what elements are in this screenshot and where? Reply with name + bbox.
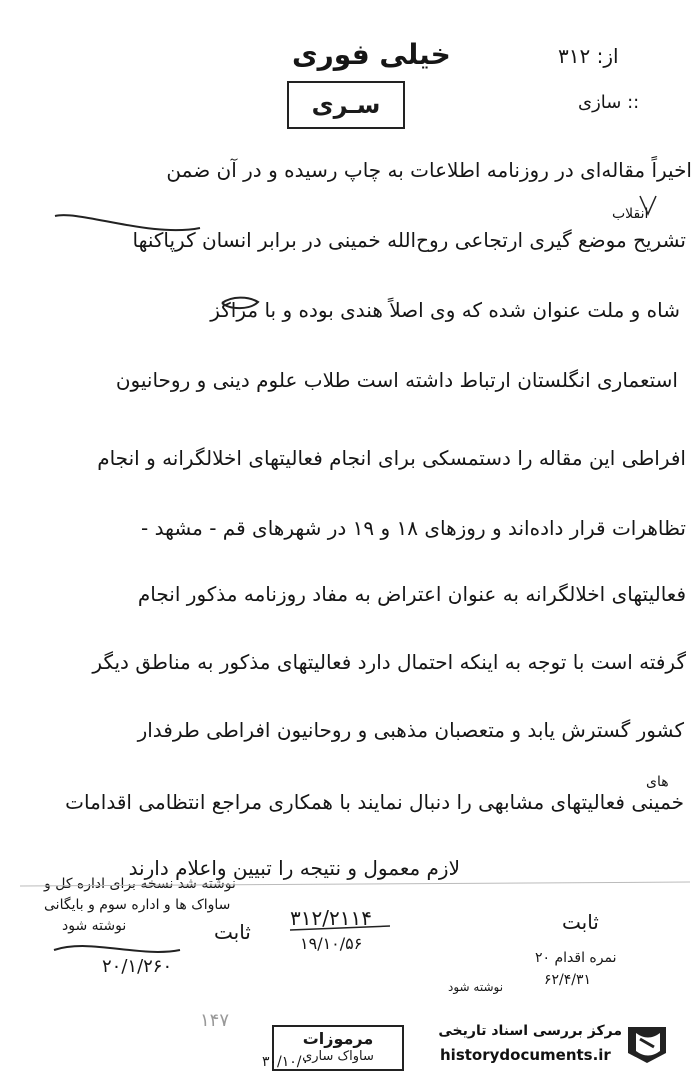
center-date: ۱۹/۱۰/۵۶ <box>300 934 363 953</box>
left-number: ۲۰/۱/۲۶۰ <box>102 956 173 977</box>
body-line-4: استعماری انگلستان ارتباط داشته است طلاب علوم دینی و روحانیون <box>115 368 678 392</box>
body-line-9: کشور گسترش یابد و متعصبان مذهبی و روحانیون افراطی طرفدار <box>137 718 684 742</box>
urgency-label: خیلی فوری <box>292 38 451 71</box>
classification-label: سـری <box>311 91 381 119</box>
body-line-10: خمینی فعالیتهای مشابهی را دنبال نمایند با همکاری مراجع انتظامی اقدامات <box>65 790 684 814</box>
body-line-3: شاه و ملت عنوان شده که وی اصلاً هندی بوده و با مراکز <box>210 298 680 322</box>
body-line-8: گرفته است با توجه به اینکه احتمال دارد فعالیتهای مذکور به مناطق دیگر <box>92 650 686 674</box>
body-line-11: لازم معمول و نتیجه را تبیین واعلام دارند <box>128 856 460 880</box>
signature-swoosh <box>54 946 180 952</box>
right-note-1: نمره اقدام ۲۰ <box>535 950 617 966</box>
body-line-5: افراطی این مقاله را دستمسکی برای انجام فعالیتهای اخلالگرانه و انجام <box>97 446 686 470</box>
body-line-7: فعالیتهای اخلالگرانه به عنوان اعتراض به مفاد روزنامه مذکور انجام <box>137 582 686 606</box>
archive-logo-icon <box>622 1023 672 1065</box>
center-number: ۳۱۲/۲۱۱۴ <box>290 906 372 930</box>
subject-line: :: سازی <box>578 92 640 113</box>
footer-note-left-2: ساواک ها و اداره سوم و بایگانی <box>44 897 231 913</box>
body-line-2: تشریح موضع گیری ارتجاعی روح‌الله خمینی در برابر انسان کرپاکنها <box>132 228 686 252</box>
handwritten-mid: نوشته شود <box>448 980 504 994</box>
footer-note-left-3: نوشته شود <box>62 918 127 934</box>
margin-number: ۱۴۷ <box>200 1010 230 1031</box>
watermark-org: مرکز بررسی اسناد تاریخی <box>438 1023 622 1039</box>
stamp-subtitle: ساواک ساری <box>302 1049 374 1064</box>
bottom-date: ۳۰/۱۰/۰ <box>262 1054 310 1070</box>
insertion-above-line: انقلاب <box>612 206 649 222</box>
watermark-url: historydocuments.ir <box>440 1046 611 1064</box>
body-line-1: اخیراً مقاله‌ای در روزنامه اطلاعات به چاپ رسیده و در آن ضمن <box>166 158 692 182</box>
right-note-2: ۶۲/۴/۳۱ <box>544 972 592 988</box>
right-signature: ثابت <box>562 910 599 934</box>
body-line-6: تظاهرات قرار داده‌اند و روزهای ۱۸ و ۱۹ در شهرهای قم - مشهد - <box>141 516 686 540</box>
ref-number: از: ۳۱۲ <box>558 44 619 68</box>
footer-note-left-1: نوشته شد نسخه برای اداره کل و <box>44 876 236 892</box>
stamp-title: مرموزات <box>302 1029 374 1048</box>
center-label: ثابت <box>214 920 251 944</box>
classification-box <box>287 81 405 129</box>
margin-addition: های <box>646 774 669 790</box>
